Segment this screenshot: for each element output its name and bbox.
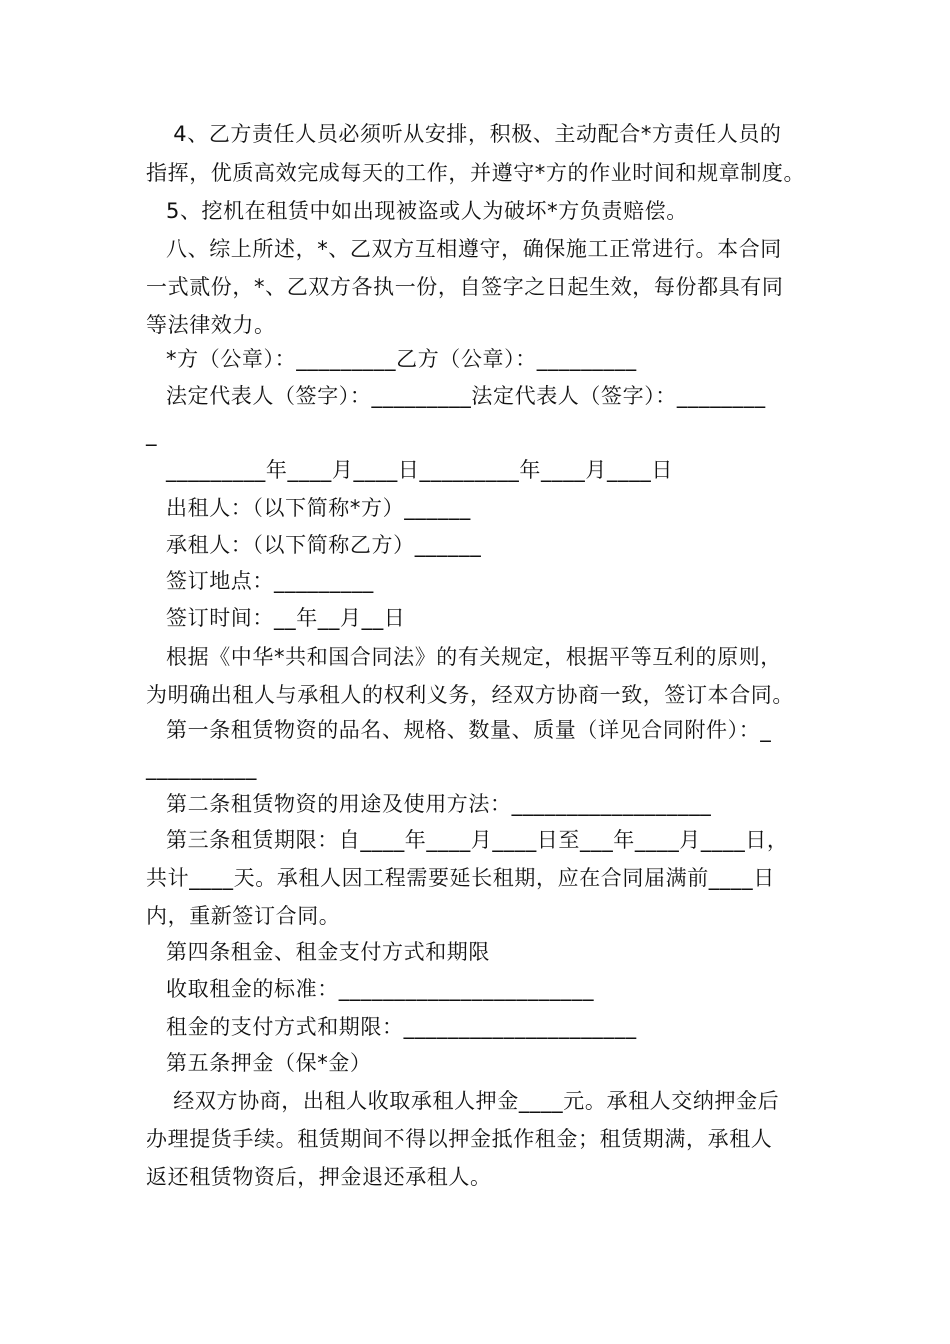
- paragraph-line: 为明确出租人与承租人的权利义务，经双方协商一致，签订本合同。: [146, 683, 794, 707]
- field-line: 租金的支付方式和期限：_____________________: [166, 1015, 637, 1039]
- paragraph-line: 5、挖机在租赁中如出现被盗或人为破坏*方负责赔偿。: [166, 199, 688, 223]
- field-line: 出租人：（以下简称*方）______: [166, 496, 471, 520]
- article-line: 第二条租赁物资的用途及使用方法：__________________: [166, 792, 712, 816]
- paragraph-line: 根据《中华*共和国合同法》的有关规定，根据平等互利的原则，: [166, 645, 782, 669]
- paragraph-line: 八、综上所述，*、乙双方互相遵守，确保施工正常进行。本合同: [166, 237, 782, 261]
- field-line: 收取租金的标准：_______________________: [166, 977, 595, 1001]
- signature-line: *方（公章）：_________乙方（公章）：_________: [166, 347, 637, 371]
- field-line: 签订地点：_________: [166, 569, 374, 593]
- paragraph-line: 经双方协商，出租人收取承租人押金____元。承租人交纳押金后: [166, 1089, 780, 1113]
- paragraph-line: 办理提货手续。租赁期间不得以押金抵作租金；租赁期满，承租人: [146, 1127, 773, 1151]
- field-line: 承租人：（以下简称乙方）______: [166, 533, 482, 557]
- paragraph-line: 指挥，优质高效完成每天的工作，并遵守*方的作业时间和规章制度。: [146, 161, 806, 185]
- article-line: __________: [146, 756, 257, 780]
- paragraph-line: 返还租赁物资后，押金退还承租人。: [146, 1165, 492, 1189]
- article-line: 第三条租赁期限：自____年____月____日至___年____月____日，: [166, 828, 789, 852]
- article-heading: 第四条租金、租金支付方式和期限: [166, 940, 490, 964]
- field-line: 签订时间：__年__月__日: [166, 606, 406, 630]
- signature-line: _: [146, 422, 158, 446]
- article-heading: 第五条押金（保*金）: [166, 1051, 372, 1075]
- paragraph-line: 一式贰份，*、乙双方各执一份，自签字之日起生效，每份都具有同: [146, 275, 784, 299]
- signature-line: 法定代表人（签字）：_________法定代表人（签字）：________: [166, 384, 766, 408]
- article-line: 内，重新签订合同。: [146, 904, 341, 928]
- paragraph-line: 4、乙方责任人员必须听从安排，积极、主动配合*方责任人员的: [166, 122, 782, 146]
- paragraph-line: 等法律效力。: [146, 313, 276, 337]
- article-line: 共计____天。承租人因工程需要延长租期，应在合同届满前____日: [146, 866, 775, 890]
- article-line: 第一条租赁物资的品名、规格、数量、质量（详见合同附件）：_: [166, 718, 772, 742]
- date-line: _________年____月____日_________年____月____日: [166, 458, 673, 482]
